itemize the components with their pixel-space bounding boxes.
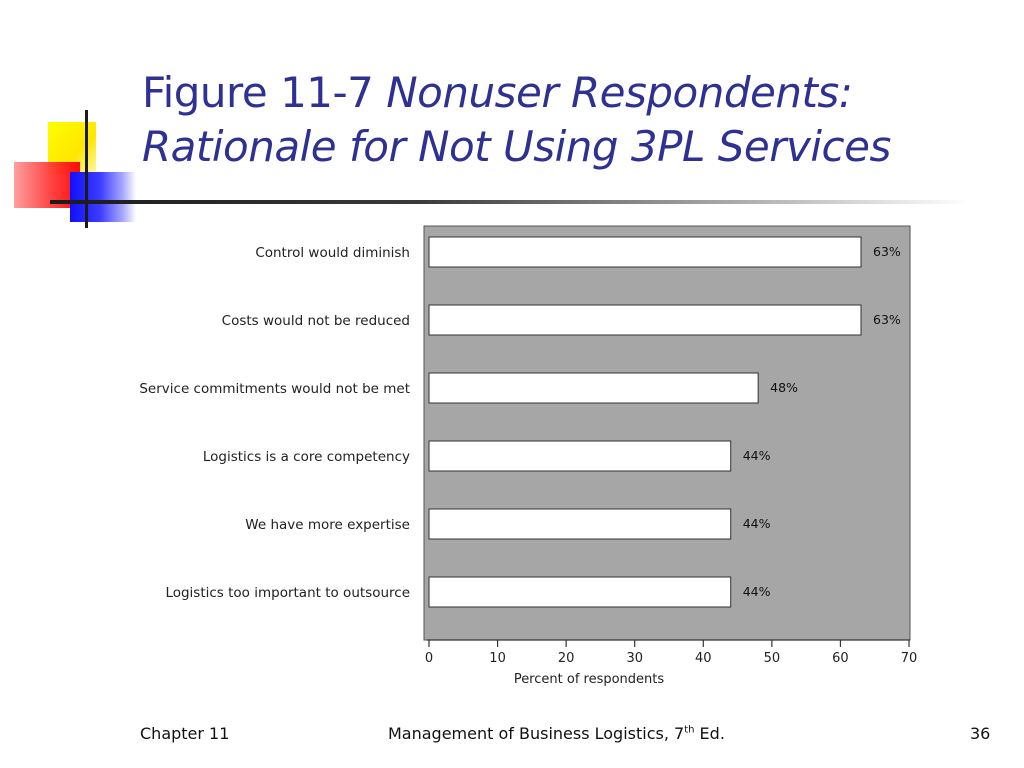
category-label: We have more expertise: [245, 517, 410, 533]
x-tick-label: 30: [626, 651, 643, 666]
x-tick-label: 50: [763, 651, 781, 666]
footer-book-tail: Ed.: [694, 724, 725, 743]
category-label: Service commitments would not be met: [139, 381, 410, 397]
title-italic-line-2: Rationale for Not Using 3PL Services: [142, 122, 891, 171]
bar: [429, 441, 731, 471]
bar: [429, 577, 731, 607]
bar: [429, 305, 861, 335]
category-label: Logistics is a core competency: [202, 449, 410, 465]
bar-value-label: 48%: [770, 380, 798, 395]
x-axis-title: Percent of respondents: [513, 672, 665, 687]
bar: [429, 373, 758, 403]
bar: [429, 509, 731, 539]
footer-page-number: 36: [970, 724, 991, 743]
bar-value-label: 44%: [742, 516, 771, 531]
bar-value-label: 63%: [873, 244, 901, 259]
bar-value-label: 44%: [742, 584, 771, 599]
bar: [429, 237, 861, 267]
x-tick-label: 70: [900, 651, 918, 666]
x-tick-label: 40: [695, 651, 712, 666]
title-italic-line-1: Nonuser Respondents:: [386, 68, 853, 117]
x-tick-label: 0: [424, 651, 434, 666]
footer-book-main: Management of Business Logistics, 7: [388, 724, 685, 743]
title-prefix: Figure 11-7: [142, 68, 387, 117]
x-tick-label: 10: [489, 651, 506, 666]
bar-value-label: 44%: [742, 448, 771, 463]
footer-book-sup: th: [684, 724, 695, 736]
category-label: Control would diminish: [255, 245, 410, 261]
category-label: Costs would not be reduced: [221, 313, 410, 329]
category-label: Logistics too important to outsource: [165, 585, 410, 601]
x-tick-label: 60: [832, 651, 849, 666]
x-tick-label: 20: [557, 651, 575, 666]
footer-book-title: [388, 724, 725, 743]
bar-value-label: 63%: [873, 312, 901, 327]
footer-chapter: Chapter 11: [140, 724, 230, 743]
